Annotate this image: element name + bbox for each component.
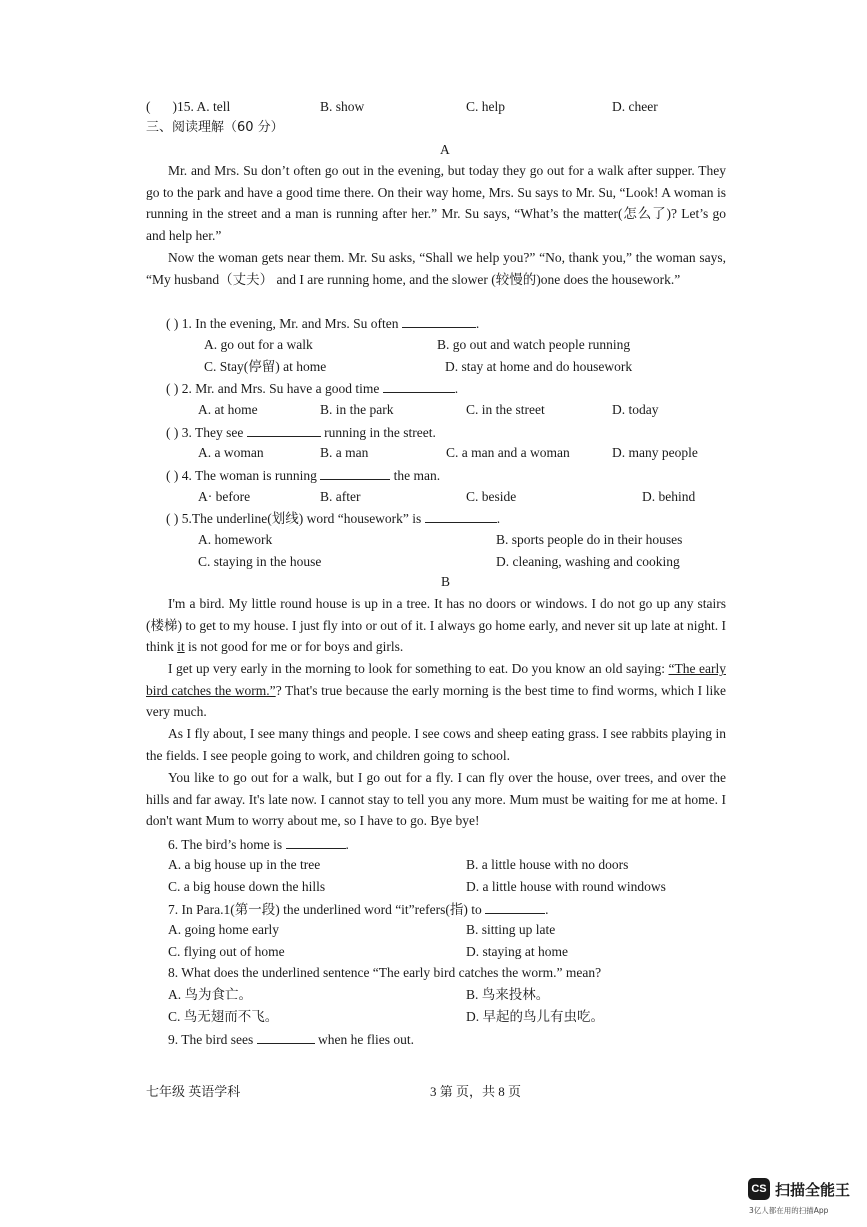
passage-a-paragraph-2: Now the woman gets near them. Mr. Su asks, “Shall we help you?” “No, thank you,” the woman says, “My husband（丈夫） and I are running home, and the slower (较慢的)one does the housework.”	[146, 250, 726, 287]
question-9-stem: 9. The bird sees when he flies out.	[168, 1032, 414, 1047]
question-6-option-b: B. a little house with no doors	[466, 857, 629, 872]
question-7-option-b: B. sitting up late	[466, 922, 556, 937]
scanner-watermark	[748, 1178, 851, 1222]
question-4-option-b: B. after	[320, 489, 361, 504]
watermark-app-name: 扫描全能王	[775, 1181, 851, 1199]
question-6-stem: 6. The bird’s home is .	[168, 837, 349, 852]
question-6-option-c: C. a big house down the hills	[168, 879, 326, 894]
question-7-option-c: C. flying out of home	[168, 944, 285, 959]
camscanner-logo-icon: CS	[748, 1178, 770, 1200]
passage-a-paragraph-1: Mr. and Mrs. Su don’t often go out in the evening, but today they go out for a walk after supper. They go to the park and have a good time there. On their way home, Mrs. Su says to Mr. Su, “Look! A woman is running in the street and a man is running after her.” Mr. Su says, “What’s the matter(怎么了)? Let’s go and help her.”	[146, 163, 726, 243]
question-5-option-a: A. homework	[198, 532, 273, 547]
q15-option-c: C. help	[466, 99, 505, 114]
question-1-stem: ( ) 1. In the evening, Mr. and Mrs. Su often .	[166, 316, 480, 331]
question-5-option-b: B. sports people do in their houses	[496, 532, 683, 547]
passage-b-paragraph-2: I get up very early in the morning to look for something to eat. Do you know an old saying: “The early bird catches the worm.”? That's true because the early morning is the best time to find worms, which I like very much.	[146, 661, 726, 720]
question-4-option-c: C. beside	[466, 489, 517, 504]
question-8-option-b: B. 鸟来投林。	[466, 987, 550, 1002]
passage-b-paragraph-3: As I fly about, I see many things and people. I see cows and sheep eating grass. I see rabbits playing in the fields. I see people going to work, and children going to school.	[146, 726, 726, 763]
passage-b-paragraph-4: You like to go out for a walk, but I go out for a fly. I can fly over the house, over trees, and over the hills and far away. It's late now. I cannot stay to tell you any more. Mum must be waiting for me at home. I don't want Mum to worry about me, so I have to go. Bye bye!	[146, 770, 726, 829]
q15-option-b: B. show	[320, 99, 365, 114]
question-4-option-d: D. behind	[642, 489, 696, 504]
underlined-it: it	[177, 639, 185, 655]
question-8-option-d: D. 早起的鸟儿有虫吃。	[466, 1009, 604, 1024]
question-1-option-a: A. go out for a walk	[204, 337, 313, 352]
question-7-stem: 7. In Para.1(第一段) the underlined word “it”refers(指) to .	[168, 902, 549, 917]
question-3-option-a: A. a woman	[198, 445, 264, 460]
question-1-option-d: D. stay at home and do housework	[445, 359, 633, 374]
question-7-option-d: D. staying at home	[466, 944, 568, 959]
question-2-option-c: C. in the street	[466, 402, 545, 417]
question-4-stem: ( ) 4. The woman is running the man.	[166, 468, 441, 483]
question-3-option-d: D. many people	[612, 445, 698, 460]
question-1-option-b: B. go out and watch people running	[437, 337, 631, 352]
question-5-option-d: D. cleaning, washing and cooking	[496, 554, 680, 569]
question-5-option-c: C. staying in the house	[198, 554, 322, 569]
question-3-option-c: C. a man and a woman	[446, 445, 570, 460]
question-6-option-a: A. a big house up in the tree	[168, 857, 321, 872]
question-6-option-d: D. a little house with round windows	[466, 879, 666, 894]
passage-b-paragraph-1: I'm a bird. My little round house is up in a tree. It has no doors or windows. I do not go up any stairs (楼梯) to get to my house. I just fly into or out of it. I always go home early, and never sit up late at night. I think it is not good for me or for boys and girls.	[146, 596, 726, 655]
passage-b-label: B	[441, 574, 451, 589]
question-2-option-b: B. in the park	[320, 402, 394, 417]
question-2-option-a: A. at home	[198, 402, 258, 417]
watermark-tagline: 3亿人都在用的扫描App	[749, 1206, 829, 1215]
footer-page-number: 3 第 页，共 8 页	[430, 1084, 522, 1099]
question-8-option-c: C. 鸟无翅而不飞。	[168, 1009, 279, 1024]
passage-a-label: A	[440, 142, 450, 157]
q15-option-d: D. cheer	[612, 99, 658, 114]
question-8-stem: 8. What does the underlined sentence “The early bird catches the worm.” mean?	[168, 965, 602, 980]
question-5-stem: ( ) 5.The underline(划线) word “housework” is .	[166, 511, 501, 526]
footer-subject: 七年级 英语学科	[146, 1084, 241, 1099]
question-8-option-a: A. 鸟为食亡。	[168, 987, 252, 1002]
question-3-stem: ( ) 3. They see running in the street.	[166, 425, 436, 440]
section-title: 三、阅读理解（60 分）	[146, 120, 284, 135]
question-4-option-a: A· before	[198, 489, 251, 504]
question-2-stem: ( ) 2. Mr. and Mrs. Su have a good time .	[166, 381, 459, 396]
question-1-option-c: C. Stay(停留) at home	[204, 359, 327, 374]
underlined-saying: “The early bird catches the worm.”	[146, 661, 726, 698]
question-7-option-a: A. going home early	[168, 922, 279, 937]
q15-stem: ( )15. A. tell	[146, 99, 231, 114]
question-3-option-b: B. a man	[320, 445, 369, 460]
question-2-option-d: D. today	[612, 402, 659, 417]
